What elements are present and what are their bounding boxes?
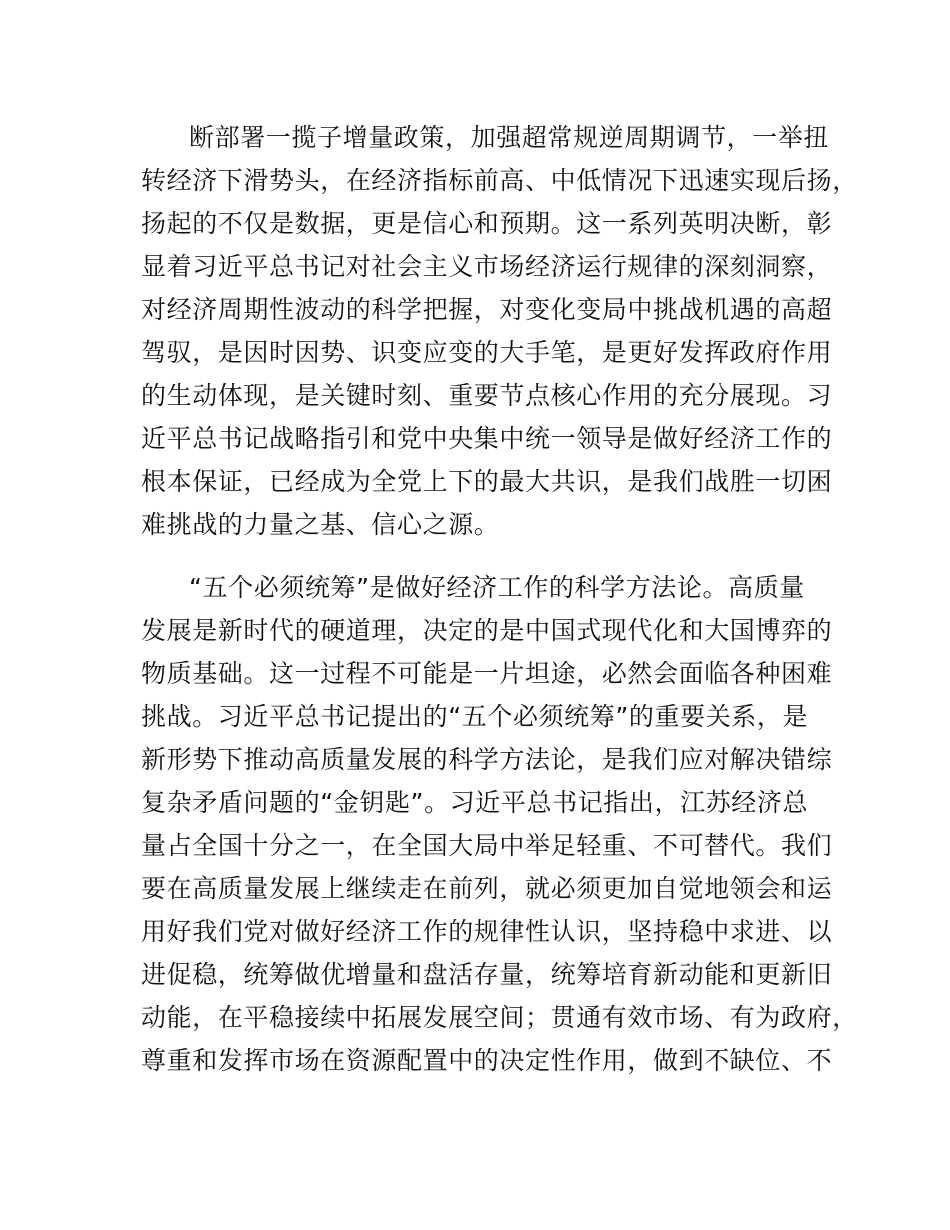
paragraph-1-line-1: 断部署一揽子增量政策，加强超常规逆周期调节，一举扭: [189, 123, 830, 152]
paragraph-2-line-11: 动能，在平稳接续中拓展发展空间；贯通有效市场、有为政府，: [141, 1003, 858, 1032]
paragraph-2-line-7: 量占全国十分之一，在全国大局中举足轻重、不可替代。我们: [141, 831, 833, 860]
paragraph-1-line-4: 显着习近平总书记对社会主义市场经济运行规律的深刻洞察，: [141, 252, 833, 281]
paragraph-2-line-3: 物质基础。这一过程不可能是一片坦途，必然会面临各种困难: [141, 659, 833, 688]
paragraph-2-line-4: 挑战。习近平总书记提出的“五个必须统筹”的重要关系，是: [141, 702, 809, 731]
paragraph-2-line-5: 新形势下推动高质量发展的科学方法论，是我们应对解决错综: [141, 745, 833, 774]
paragraph-1-line-7: 的生动体现，是关键时刻、重要节点核心作用的充分展现。习: [141, 381, 833, 410]
paragraph-2-line-1: “五个必须统筹”是做好经济工作的科学方法论。高质量: [189, 573, 805, 602]
paragraph-1-line-6: 驾驭，是因时因势、识变应变的大手笔，是更好发挥政府作用: [141, 338, 833, 367]
paragraph-2-line-2: 发展是新时代的硬道理，决定的是中国式现代化和大国博弈的: [141, 616, 833, 645]
paragraph-2-line-6: 复杂矛盾问题的“金钥匙”。习近平总书记指出，江苏经济总: [141, 788, 809, 817]
paragraph-2-line-9: 用好我们党对做好经济工作的规律性认识，坚持稳中求进、以: [141, 917, 833, 946]
paragraph-2-line-10: 进促稳，统筹做优增量和盘活存量，统筹培育新动能和更新旧: [141, 960, 833, 989]
paragraph-2-line-8: 要在高质量发展上继续走在前列，就必须更加自觉地领会和运: [141, 874, 833, 903]
paragraph-2-line-12: 尊重和发挥市场在资源配置中的决定性作用，做到不缺位、不: [141, 1046, 833, 1075]
paragraph-1-line-5: 对经济周期性波动的科学把握，对变化变局中挑战机遇的高超: [141, 295, 833, 324]
paragraph-1-line-2: 转经济下滑势头，在经济指标前高、中低情况下迅速实现后扬，: [141, 166, 858, 195]
paragraph-1-line-9: 根本保证，已经成为全党上下的最大共识，是我们战胜一切困: [141, 467, 833, 496]
paragraph-1-line-8: 近平总书记战略指引和党中央集中统一领导是做好经济工作的: [141, 424, 833, 453]
paragraph-1-line-10: 难挑战的力量之基、信心之源。: [141, 510, 500, 539]
paragraph-1-line-3: 扬起的不仅是数据，更是信心和预期。这一系列英明决断，彰: [141, 209, 833, 238]
